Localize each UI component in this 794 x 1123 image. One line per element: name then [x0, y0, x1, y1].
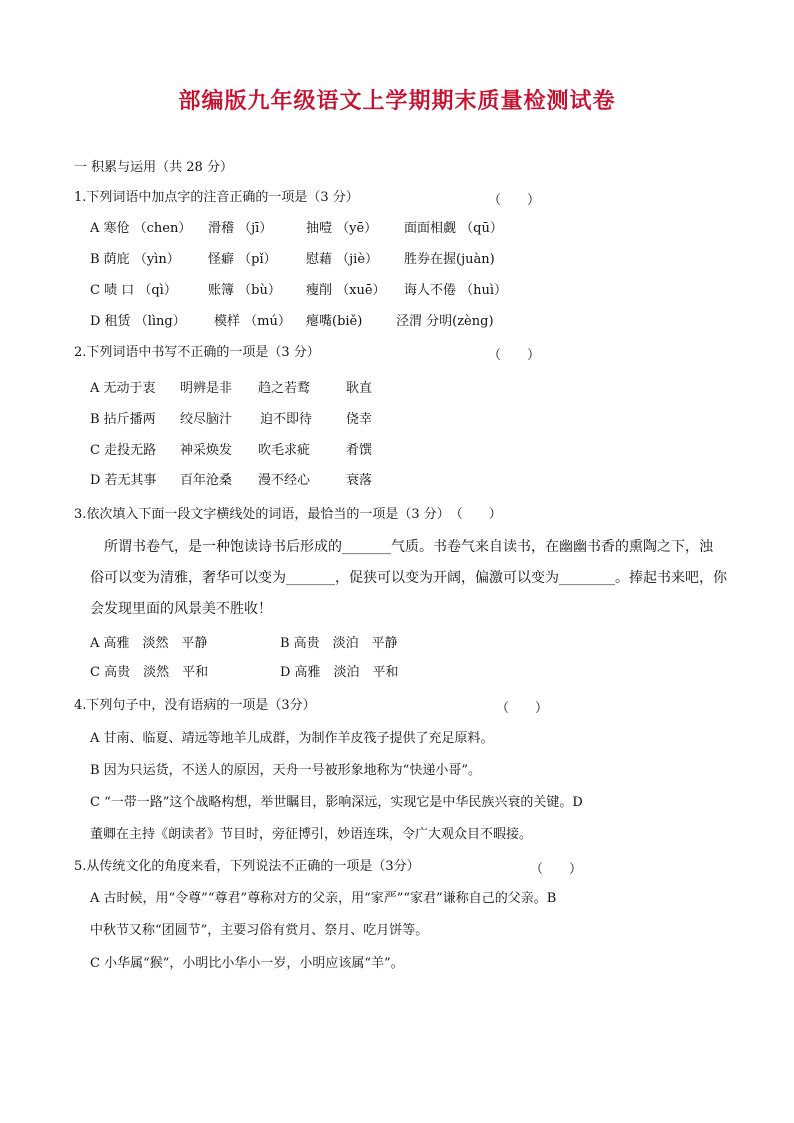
option-item: 肴馔	[346, 443, 373, 458]
reading-passage	[90, 532, 725, 625]
question-5-stem: 5.从传统文化的角度来看，下列说法不正确的一项是（3分）	[74, 859, 420, 874]
option-item: 模样 （mú）	[214, 314, 291, 329]
option-item: B 高贵 淡泊 平静	[280, 636, 398, 651]
passage-line: 俗可以变为清雅，奢华可以变为_______，促狭可以变为开阔，偏激可以变为________。捧起书来吧，你	[90, 570, 727, 586]
option-item: 侥幸	[346, 412, 373, 427]
option-item: 耿直	[346, 381, 373, 396]
option-item: 泾渭 分明(zèng)	[396, 314, 494, 329]
option-item: 漫不经心	[258, 473, 311, 488]
question-4-stem: 4.下列句子中，没有语病的一项是（3分）	[74, 698, 316, 713]
option-item: B 拈斤播两	[90, 412, 156, 427]
option-item: 慰藉 （jiè）	[306, 252, 379, 267]
option-item: 账簿 （bù）	[208, 283, 281, 298]
option-item: 明辨是非	[180, 381, 233, 396]
answer-blank[interactable]: （ ）	[530, 862, 583, 877]
question-2-stem: 2.下列词语中书写不正确的一项是（3 分）	[74, 345, 320, 360]
option-item: B 荫庇 （yìn）	[90, 252, 180, 267]
page-title: 部编版九年级语文上学期期末质量检测试卷	[178, 89, 616, 114]
option-item: C 走投无路	[90, 443, 157, 458]
option-item: 吹毛求疵	[258, 443, 311, 458]
option-item: 诲人不倦 （huì）	[404, 283, 508, 298]
option-item: A 无动于衷	[90, 381, 156, 396]
option-item: 胜券在握(juàn)	[404, 252, 495, 267]
passage-line: 所谓书卷气，是一种饱读诗书后形成的_______气质。书卷气来自读书，在幽幽书香的熏陶之下，浊	[90, 539, 713, 555]
option-line: C “一带一路”这个战略构想，举世瞩目，影响深远，实现它是中华民族兴衰的关键。D	[90, 795, 583, 810]
option-item: D 若无其事	[90, 473, 157, 488]
answer-blank[interactable]: （ ）	[488, 193, 541, 208]
option-item: 趋之若鹜	[258, 381, 311, 396]
option-item: A 高雅 淡然 平静	[90, 636, 208, 651]
option-line: C 小华属“猴”，小明比小华小一岁，小明应该属“羊”。	[90, 956, 404, 971]
option-item: 衰落	[346, 473, 373, 488]
option-item: C 高贵 淡然 平和	[90, 665, 209, 680]
question-1-stem: 1.下列词语中加点字的注音正确的一项是（3 分）	[74, 190, 359, 205]
question-3-stem: 3.依次填入下面一段文字横线处的词语，最恰当的一项是（3 分） （ ）	[74, 507, 502, 522]
option-item: D 租赁 （lìng）	[90, 314, 186, 329]
option-line: 董卿在主持《朗读者》节目时，旁征博引，妙语连珠，令广大观众目不暇接。	[90, 827, 533, 842]
option-item: C 啧 口 （qì）	[90, 283, 177, 298]
option-item: 怪癖 （pǐ）	[208, 252, 277, 267]
option-line: A 甘南、临夏、靖远等地羊儿成群，为制作羊皮筏子提供了充足原料。	[90, 731, 494, 746]
option-line: B 因为只运货，不送人的原因，天舟一号被形象地称为“快递小哥”。	[90, 763, 481, 778]
section-heading: 一 积累与运用（共 28 分）	[74, 160, 233, 175]
option-item: A 寒伧 （chen）	[90, 221, 192, 236]
option-item: D 高雅 淡泊 平和	[280, 665, 399, 680]
option-line: A 古时候，用“令尊”“尊君”尊称对方的父亲，用“家严”“家君”谦称自己的父亲。B	[90, 891, 557, 906]
option-item: 绞尽脑汁	[180, 412, 233, 427]
answer-blank[interactable]: （ ）	[488, 348, 541, 363]
option-item: 抽噎 （yē）	[306, 221, 378, 236]
passage-line: 会发现里面的风景美不胜收！	[90, 601, 272, 617]
option-line: 中秋节又称“团圆节”，主要习俗有赏月、祭月、吃月饼等。	[90, 923, 429, 938]
option-item: 瘦削 （xuē）	[306, 283, 386, 298]
option-item: 迫不即待	[260, 412, 313, 427]
option-item: 面面相觑 （qū）	[404, 221, 503, 236]
option-item: 神采焕发	[180, 443, 233, 458]
option-item: 滑稽 （jī）	[208, 221, 273, 236]
option-item: 百年沧桑	[180, 473, 233, 488]
option-item: 瘪嘴(biě)	[306, 314, 363, 329]
answer-blank[interactable]: （ ）	[496, 701, 549, 716]
